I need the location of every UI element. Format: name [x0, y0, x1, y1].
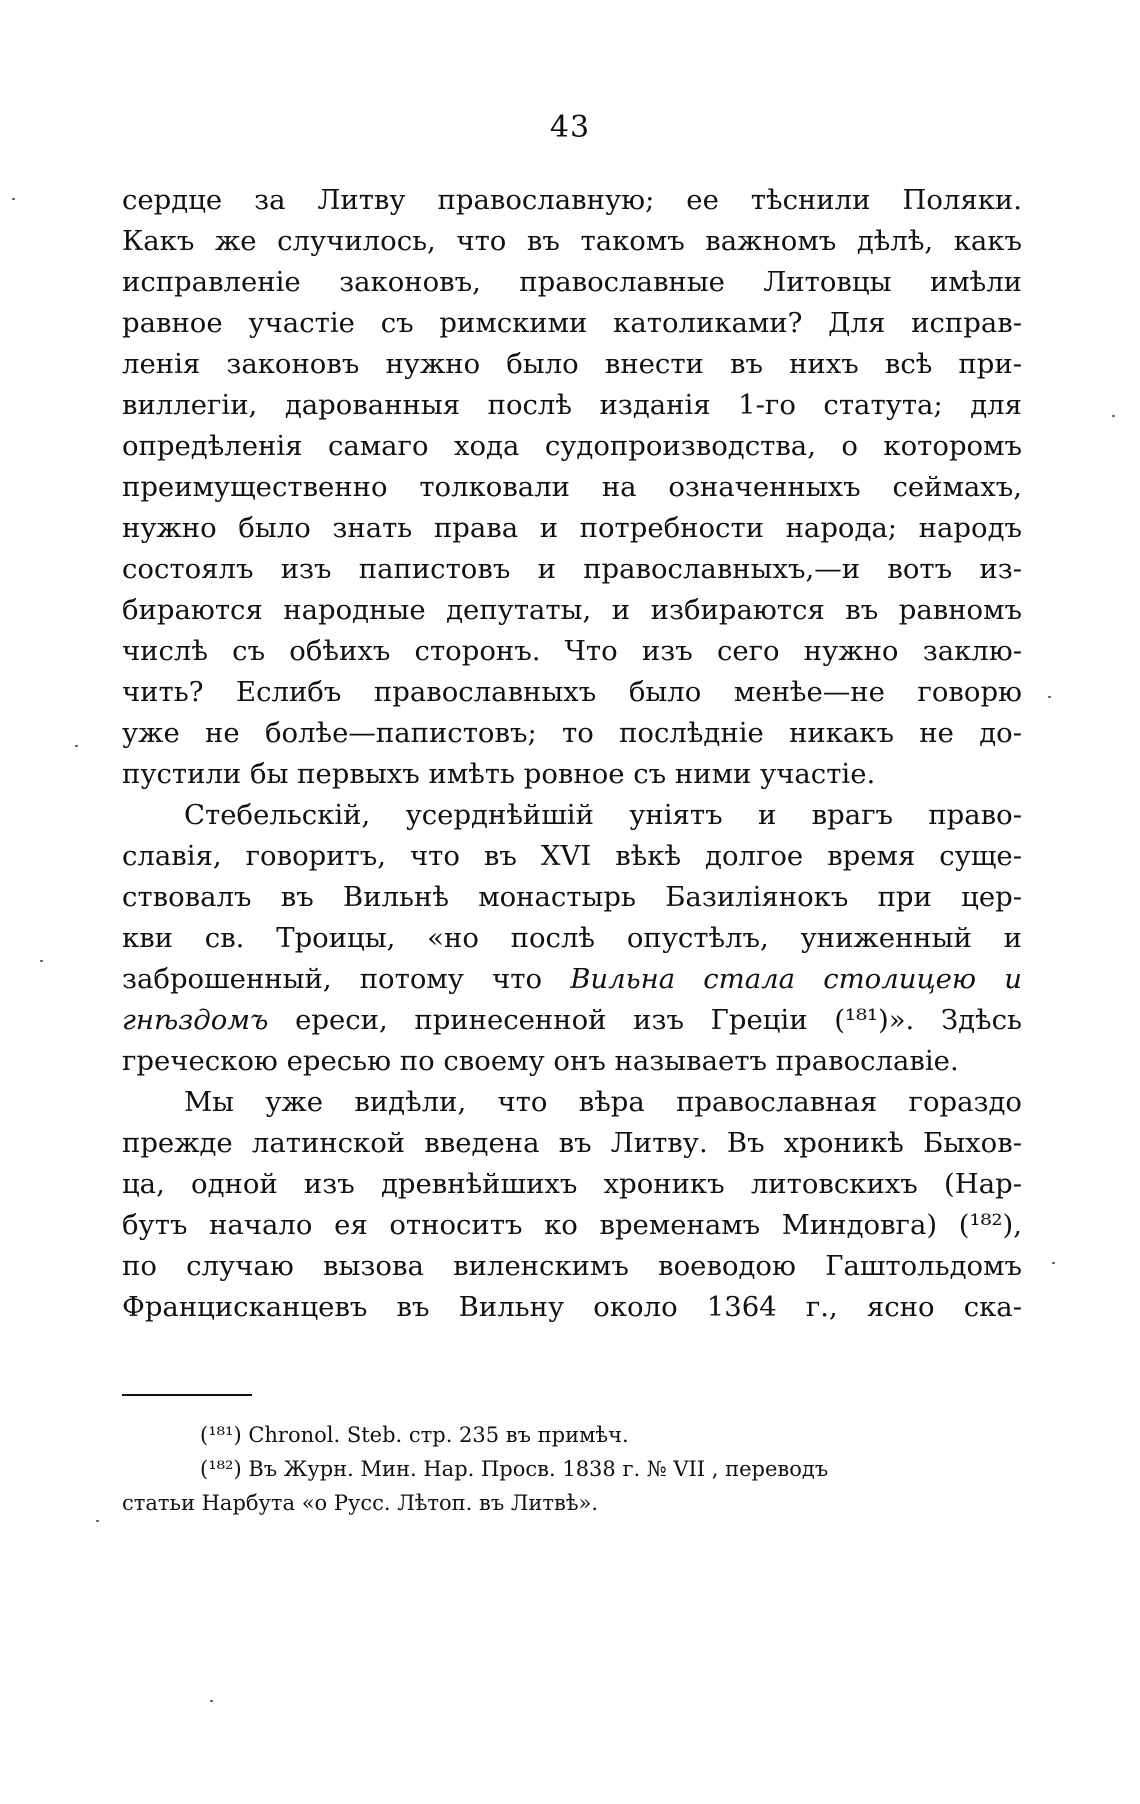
- italic-quote: Вильна стала столицею и: [570, 963, 1022, 995]
- text-line: Стебельскій, усерднѣйшій уніятъ и врагъ право-: [184, 799, 1022, 831]
- text-line: по случаю вызова виленскимъ воеводою Гаштольдомъ: [122, 1250, 1022, 1282]
- text-line: уже не болѣе—папистовъ; то послѣдніе никакъ не до-: [122, 717, 1022, 749]
- text-line: бираются народные депутаты, и избираются въ равномъ: [122, 594, 1022, 626]
- paragraph-2: [122, 795, 1022, 1082]
- main-text: [122, 180, 1022, 1328]
- scan-speck: [1112, 415, 1115, 417]
- text-line: прежде латинской введена въ Литву. Въ хроникѣ Быхов-: [122, 1127, 1022, 1159]
- text-line: Францисканцевъ въ Вильну около 1364 г., ясно ска-: [122, 1291, 1022, 1323]
- text-line: нужно было знать права и потребности народа; народъ: [122, 512, 1022, 544]
- text-line: виллегіи, дарованныя послѣ изданія 1-го статута; для: [122, 389, 1022, 421]
- footnote-181: (¹⁸¹) Chronol. Steb. стр. 235 въ примѣч.: [200, 1423, 629, 1447]
- text-line: исправленіе законовъ, православные Литовцы имѣли: [122, 266, 1022, 298]
- footnote-182-continued: статьи Нарбута «о Русс. Лѣтоп. въ Литвѣ».: [122, 1491, 599, 1515]
- text-line: опредѣленія самаго хода судопроизводства, о которомъ: [122, 430, 1022, 462]
- footnote-divider: [122, 1394, 252, 1396]
- scan-speck: [96, 1520, 99, 1522]
- paragraph-3: [122, 1082, 1022, 1328]
- text-line: числѣ съ обѣихъ сторонъ. Что изъ сего нужно заклю-: [122, 635, 1022, 667]
- text-segment: ереси, принесенной изъ Греціи (¹⁸¹)». Здѣсь: [268, 1004, 1022, 1036]
- scan-speck: [210, 1700, 213, 1702]
- text-line: [122, 959, 1022, 1000]
- page-number: 43: [549, 110, 591, 145]
- text-line: ствовалъ въ Вильнѣ монастырь Базиліянокъ при цер-: [122, 881, 1022, 913]
- text-line: равное участіе съ римскими католиками? Для исправ-: [122, 307, 1022, 339]
- text-line: Мы уже видѣли, что вѣра православная гораздо: [184, 1086, 1022, 1118]
- text-line: сердце за Литву православную; ее тѣснили Поляки.: [122, 184, 1022, 216]
- text-line: ца, одной изъ древнѣйшихъ хроникъ литовскихъ (Нар-: [122, 1168, 1022, 1200]
- text-segment: заброшенный, потому что: [122, 963, 571, 995]
- scan-speck: [40, 960, 43, 962]
- paragraph-1: [122, 180, 1022, 795]
- text-line: славія, говоритъ, что въ XVI вѣкѣ долгое время суще-: [122, 840, 1022, 872]
- text-line: кви св. Троицы, «но послѣ опустѣлъ, униженный и: [122, 922, 1022, 954]
- scan-speck: [1048, 696, 1051, 698]
- footnote-182: (¹⁸²) Въ Журн. Мин. Нар. Просв. 1838 г. № VII , переводъ: [200, 1457, 829, 1481]
- footnotes: [122, 1418, 1022, 1520]
- scan-speck: [75, 745, 78, 747]
- italic-quote: гнѣздомъ: [122, 1004, 269, 1036]
- text-line: состоялъ изъ папистовъ и православныхъ,—и вотъ из-: [122, 553, 1022, 585]
- text-line: чить? Еслибъ православныхъ было менѣе—не говорю: [122, 676, 1022, 708]
- text-line: бутъ начало ея относитъ ко временамъ Миндовга) (¹⁸²),: [122, 1209, 1022, 1241]
- text-line: [122, 1000, 1022, 1041]
- scan-speck: [12, 198, 15, 200]
- text-line: ленія законовъ нужно было внести въ нихъ всѣ при-: [122, 348, 1022, 380]
- scan-speck: [1052, 1262, 1055, 1264]
- text-line: Какъ же случилось, что въ такомъ важномъ дѣлѣ, какъ: [122, 225, 1022, 257]
- text-line: греческою ересью по своему онъ называетъ православіе.: [122, 1045, 959, 1077]
- text-line: пустили бы первыхъ имѣть ровное съ ними участіе.: [122, 758, 876, 790]
- text-line: преимущественно толковали на означенныхъ сеймахъ,: [122, 471, 1022, 503]
